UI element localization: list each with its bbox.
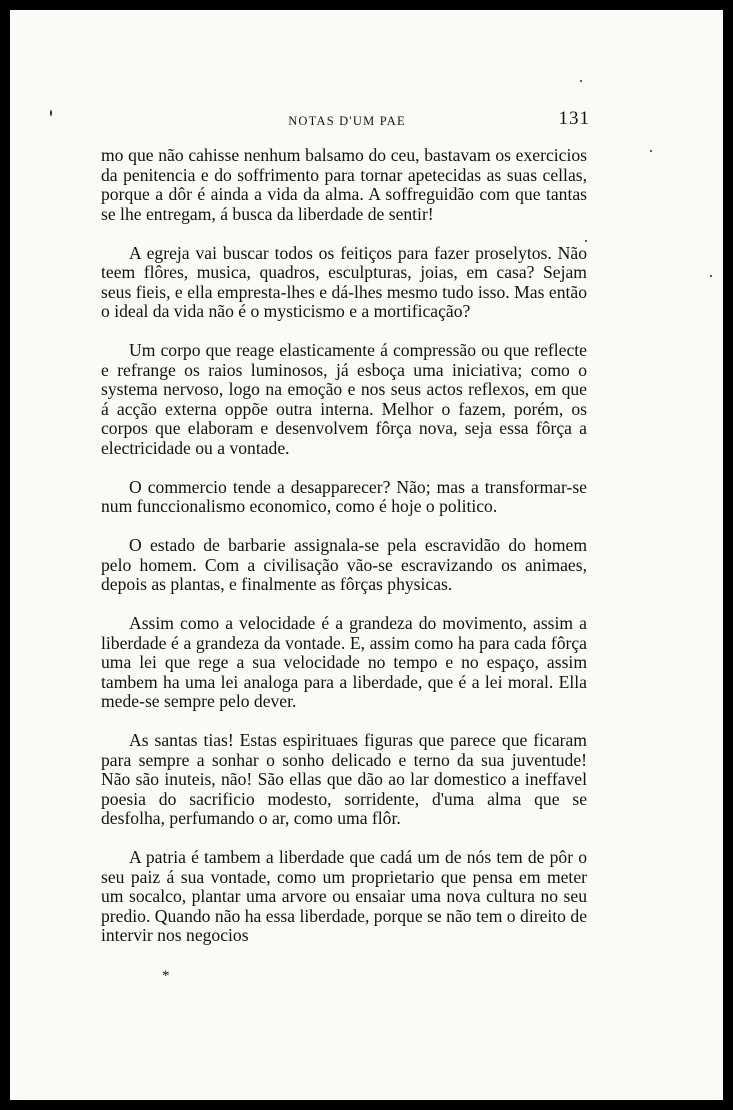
book-page bbox=[10, 10, 723, 1100]
paper-speck bbox=[585, 240, 587, 242]
paragraph-7: As santas tias! Estas espirituaes figuras que parece que ficaram para sempre a sonhar o sonho delicado e terno da sua juventude! Não são inuteis, não! São ellas que dão ao lar domestico a ineffavel poesia do sacrificio modesto, sorridente, d'uma alma que se desfolha, perfumando o ar, como uma flôr. bbox=[101, 730, 587, 828]
body-text bbox=[101, 146, 587, 965]
running-title: NOTAS D'UM PAE bbox=[288, 114, 406, 128]
page-number: 131 bbox=[558, 108, 590, 129]
paragraph-6: Assim como a velocidade é a grandeza do movimento, assim a liberdade é a grandeza da vontade. E, assim como ha para cada fôrça uma lei que rege a sua velocidade no tempo e no espaço, assim tambem ha uma lei analoga para a liberdade, que é a lei moral. Ella mede-se sempre pelo dever. bbox=[101, 613, 587, 711]
paragraph-3: Um corpo que reage elasticamente á compressão ou que reflecte e refrange os raios luminosos, já esboça uma iniciativa; como o systema nervoso, logo na emoção e nos seus actos reflexos, em que á acção externa oppõe outra interna. Melhor o fazem, porém, os corpos que elaboram e desenvolvem fôrça nova, seja essa fôrça a electricidade ou a vontade. bbox=[101, 340, 587, 458]
paper-speck bbox=[580, 80, 582, 82]
paper-speck bbox=[710, 275, 712, 277]
paragraph-8: A patria é tambem a liberdade que cadá um de nós tem de pôr o seu paiz á sua vontade, como um proprietario que pensa em meter um socalco, plantar uma arvore ou ensaiar uma nova cultura no seu predio. Quando não ha essa liberdade, porque se não tem o direito de intervir nos negocios bbox=[101, 847, 587, 945]
paper-speck bbox=[50, 110, 52, 116]
page-header bbox=[106, 108, 588, 134]
signature-mark: * bbox=[162, 968, 170, 984]
paragraph-1: mo que não cahisse nenhum balsamo do ceu, bastavam os exercicios da penitencia e do soffrimento para tornar apetecidas as suas cellas, porque a dôr é ainda a vida da alma. A soffreguidão com que tantas se lhe entregam, á busca da liberdade de sentir! bbox=[101, 145, 587, 224]
paragraph-2: A egreja vai buscar todos os feitiços para fazer proselytos. Não teem flôres, musica, quadros, esculpturas, joias, em casa? Sejam seus fieis, e ella empresta-lhes e dá-lhes mesmo tudo isso. Mas então o ideal da vida não é o mysticismo e a mortificação? bbox=[101, 242, 587, 321]
paper-speck bbox=[650, 150, 652, 152]
paragraph-5: O estado de barbarie assignala-se pela escravidão do homem pelo homem. Com a civilisação vão-se escravizando os animaes, depois as plantas, e finalmente as fôrças physicas. bbox=[101, 535, 587, 594]
paragraph-4: O commercio tende a desapparecer? Não; mas a transformar-se num funccionalismo economico, como é hoje o politico. bbox=[101, 476, 587, 516]
